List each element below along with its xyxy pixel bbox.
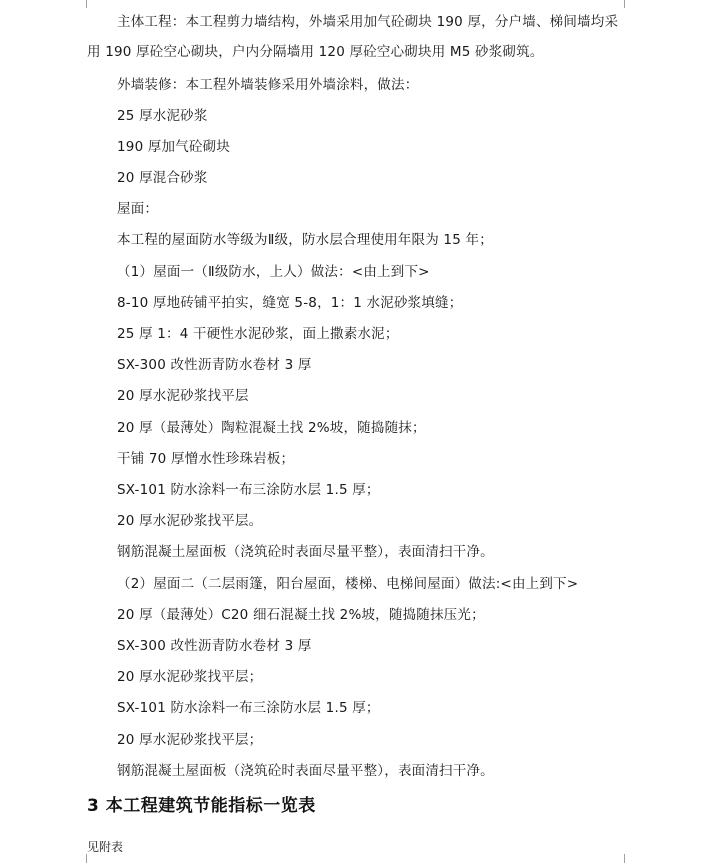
paragraph-item: SX-101 防水涂料一布三涂防水层 1.5 厚； <box>117 482 380 498</box>
paragraph-item: 25 厚 1：4 干硬性水泥砂浆，面上撒素水泥； <box>117 326 399 342</box>
page-corner-mark <box>77 0 87 8</box>
section-heading: 3 本工程建筑节能指标一览表 <box>87 796 316 816</box>
paragraph-note: 见附表 <box>87 840 124 854</box>
paragraph-roof-label: 屋面： <box>117 201 159 217</box>
paragraph-item: 20 厚（最薄处）陶粒混凝土找 2%坡，随捣随抹； <box>117 420 426 436</box>
paragraph-item: 20 厚水泥砂浆找平层； <box>117 732 263 748</box>
paragraph-item: 20 厚水泥砂浆找平层。 <box>117 513 263 529</box>
paragraph-item: 20 厚水泥砂浆找平层 <box>117 388 249 404</box>
paragraph-item: 干铺 70 厚憎水性珍珠岩板； <box>117 451 295 467</box>
paragraph-item: 20 厚（最薄处）C20 细石混凝土找 2%坡，随捣随抹压光； <box>117 607 485 623</box>
paragraph-roof-one: （1）屋面一（Ⅱ级防水，上人）做法：<由上到下> <box>117 264 430 280</box>
paragraph-main-structure: 主体工程：本工程剪力墙结构，外墙采用加气砼砌块 190 厚，分户墙、梯间墙均采 <box>117 14 619 30</box>
paragraph-item: 20 厚混合砂浆 <box>117 170 208 186</box>
paragraph-item: 8-10 厚地砖铺平拍实，缝宽 5-8，1：1 水泥砂浆填缝； <box>117 295 463 311</box>
paragraph-item: SX-300 改性沥青防水卷材 3 厚 <box>117 638 312 654</box>
paragraph-item: SX-300 改性沥青防水卷材 3 厚 <box>117 357 312 373</box>
page-corner-mark <box>77 854 87 863</box>
paragraph-item: 钢筋混凝土屋面板（浇筑砼时表面尽量平整），表面清扫干净。 <box>117 763 494 779</box>
paragraph-item: 190 厚加气砼砌块 <box>117 139 231 155</box>
paragraph-item: 钢筋混凝土屋面板（浇筑砼时表面尽量平整），表面清扫干净。 <box>117 544 494 560</box>
paragraph-item: SX-101 防水涂料一布三涂防水层 1.5 厚； <box>117 700 380 716</box>
paragraph-item: 25 厚水泥砂浆 <box>117 108 208 124</box>
paragraph-main-structure-cont: 用 190 厚砼空心砌块，户内分隔墙用 120 厚砼空心砌块用 M5 砂浆砌筑。 <box>87 44 544 60</box>
paragraph-exterior-finish: 外墙装修：本工程外墙装修采用外墙涂料，做法： <box>117 77 419 93</box>
page-corner-mark <box>624 854 634 863</box>
paragraph-item: 20 厚水泥砂浆找平层； <box>117 669 263 685</box>
paragraph-roof-grade: 本工程的屋面防水等级为Ⅱ级，防水层合理使用年限为 15 年； <box>117 232 493 248</box>
page-corner-mark <box>624 0 634 8</box>
paragraph-roof-two: （2）屋面二（二层雨篷，阳台屋面，楼梯、电梯间屋面）做法:<由上到下> <box>117 576 579 592</box>
